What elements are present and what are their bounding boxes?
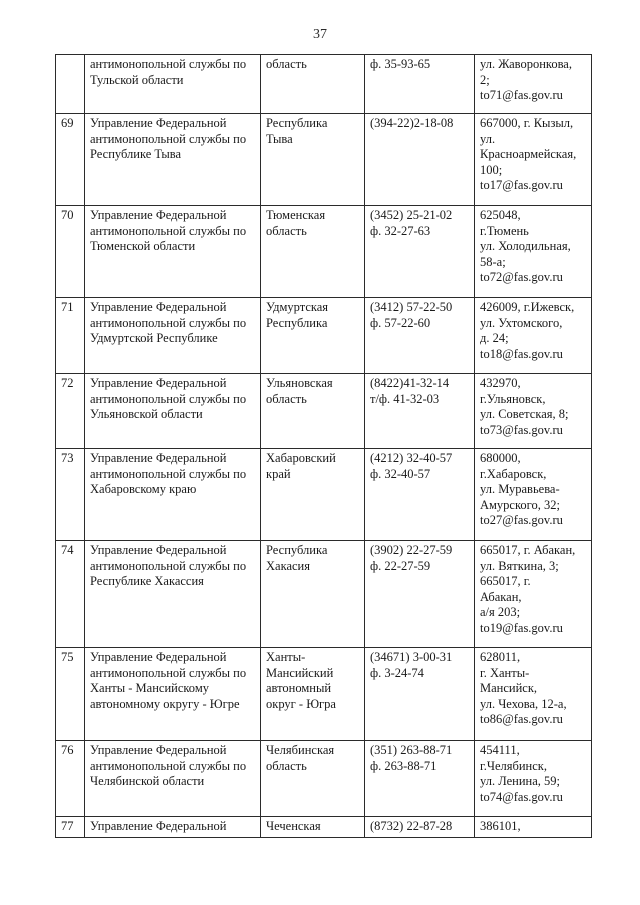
row-number-cell: 70 <box>56 206 85 298</box>
phone-numbers-cell: (3452) 25-21-02 ф. 32-27-63 <box>365 206 475 298</box>
region-name-cell: Республика Тыва <box>261 114 365 206</box>
phone-numbers-cell: (394-22)2-18-08 <box>365 114 475 206</box>
office-name-cell: Управление Федеральной <box>85 817 261 838</box>
region-name-cell: Чеченская <box>261 817 365 838</box>
row-number-cell: 75 <box>56 648 85 741</box>
office-name-cell: антимонопольной службы по Тульской области <box>85 55 261 114</box>
row-number-cell: 69 <box>56 114 85 206</box>
office-name-cell: Управление Федеральной антимонопольной службы по Челябинской области <box>85 741 261 817</box>
table-row <box>56 741 592 817</box>
phone-numbers-cell: ф. 35-93-65 <box>365 55 475 114</box>
phone-numbers-cell: (351) 263-88-71 ф. 263-88-71 <box>365 741 475 817</box>
region-name-cell: Хабаровский край <box>261 449 365 541</box>
region-name-cell: Челябинская область <box>261 741 365 817</box>
row-number-cell: 71 <box>56 298 85 374</box>
office-name-cell: Управление Федеральной антимонопольной службы по Ханты - Мансийскому автономному округу - Югре <box>85 648 261 741</box>
row-number-cell: 76 <box>56 741 85 817</box>
office-name-cell: Управление Федеральной антимонопольной службы по Хабаровскому краю <box>85 449 261 541</box>
postal-address-cell: 386101, <box>475 817 592 838</box>
phone-numbers-cell: (3412) 57-22-50 ф. 57-22-60 <box>365 298 475 374</box>
region-name-cell: Ульяновская область <box>261 374 365 449</box>
postal-address-cell: 426009, г.Ижевск, ул. Ухтомского, д. 24; to18@fas.gov.ru <box>475 298 592 374</box>
postal-address-cell: 625048, г.Тюмень ул. Холодильная, 58-а; to72@fas.gov.ru <box>475 206 592 298</box>
table-row <box>56 298 592 374</box>
office-name-cell: Управление Федеральной антимонопольной службы по Удмуртской Республике <box>85 298 261 374</box>
phone-numbers-cell: (3902) 22-27-59 ф. 22-27-59 <box>365 541 475 648</box>
row-number-cell: 73 <box>56 449 85 541</box>
table-row <box>56 114 592 206</box>
office-name-cell: Управление Федеральной антимонопольной службы по Республике Тыва <box>85 114 261 206</box>
fas-offices-table <box>55 54 592 838</box>
row-number-cell: 74 <box>56 541 85 648</box>
postal-address-cell: 667000, г. Кызыл, ул. Красноармейская, 100; to17@fas.gov.ru <box>475 114 592 206</box>
phone-numbers-cell: (8422)41-32-14 т/ф. 41-32-03 <box>365 374 475 449</box>
page-number: 37 <box>313 27 327 42</box>
region-name-cell: область <box>261 55 365 114</box>
postal-address-cell: ул. Жаворонкова, 2; to71@fas.gov.ru <box>475 55 592 114</box>
table-row <box>56 541 592 648</box>
table-body <box>56 55 592 838</box>
postal-address-cell: 680000, г.Хабаровск, ул. Муравьева- Амурского, 32; to27@fas.gov.ru <box>475 449 592 541</box>
table-row <box>56 449 592 541</box>
office-name-cell: Управление Федеральной антимонопольной службы по Республике Хакассия <box>85 541 261 648</box>
phone-numbers-cell: (4212) 32-40-57 ф. 32-40-57 <box>365 449 475 541</box>
row-number-cell: 72 <box>56 374 85 449</box>
table-row <box>56 648 592 741</box>
table-row <box>56 206 592 298</box>
office-name-cell: Управление Федеральной антимонопольной службы по Ульяновской области <box>85 374 261 449</box>
row-number-cell <box>56 55 85 114</box>
postal-address-cell: 454111, г.Челябинск, ул. Ленина, 59; to74@fas.gov.ru <box>475 741 592 817</box>
region-name-cell: Удмуртская Республика <box>261 298 365 374</box>
table-row <box>56 817 592 838</box>
region-name-cell: Тюменская область <box>261 206 365 298</box>
row-number-cell: 77 <box>56 817 85 838</box>
office-name-cell: Управление Федеральной антимонопольной службы по Тюменской области <box>85 206 261 298</box>
region-name-cell: Ханты- Мансийский автономный округ - Югра <box>261 648 365 741</box>
postal-address-cell: 432970, г.Ульяновск, ул. Советская, 8; to73@fas.gov.ru <box>475 374 592 449</box>
phone-numbers-cell: (34671) 3-00-31 ф. 3-24-74 <box>365 648 475 741</box>
table-row <box>56 55 592 114</box>
table-row <box>56 374 592 449</box>
region-name-cell: Республика Хакасия <box>261 541 365 648</box>
phone-numbers-cell: (8732) 22-87-28 <box>365 817 475 838</box>
postal-address-cell: 628011, г. Ханты- Мансийск, ул. Чехова, 12-а, to86@fas.gov.ru <box>475 648 592 741</box>
postal-address-cell: 665017, г. Абакан, ул. Вяткина, 3; 665017, г. Абакан, а/я 203; to19@fas.gov.ru <box>475 541 592 648</box>
